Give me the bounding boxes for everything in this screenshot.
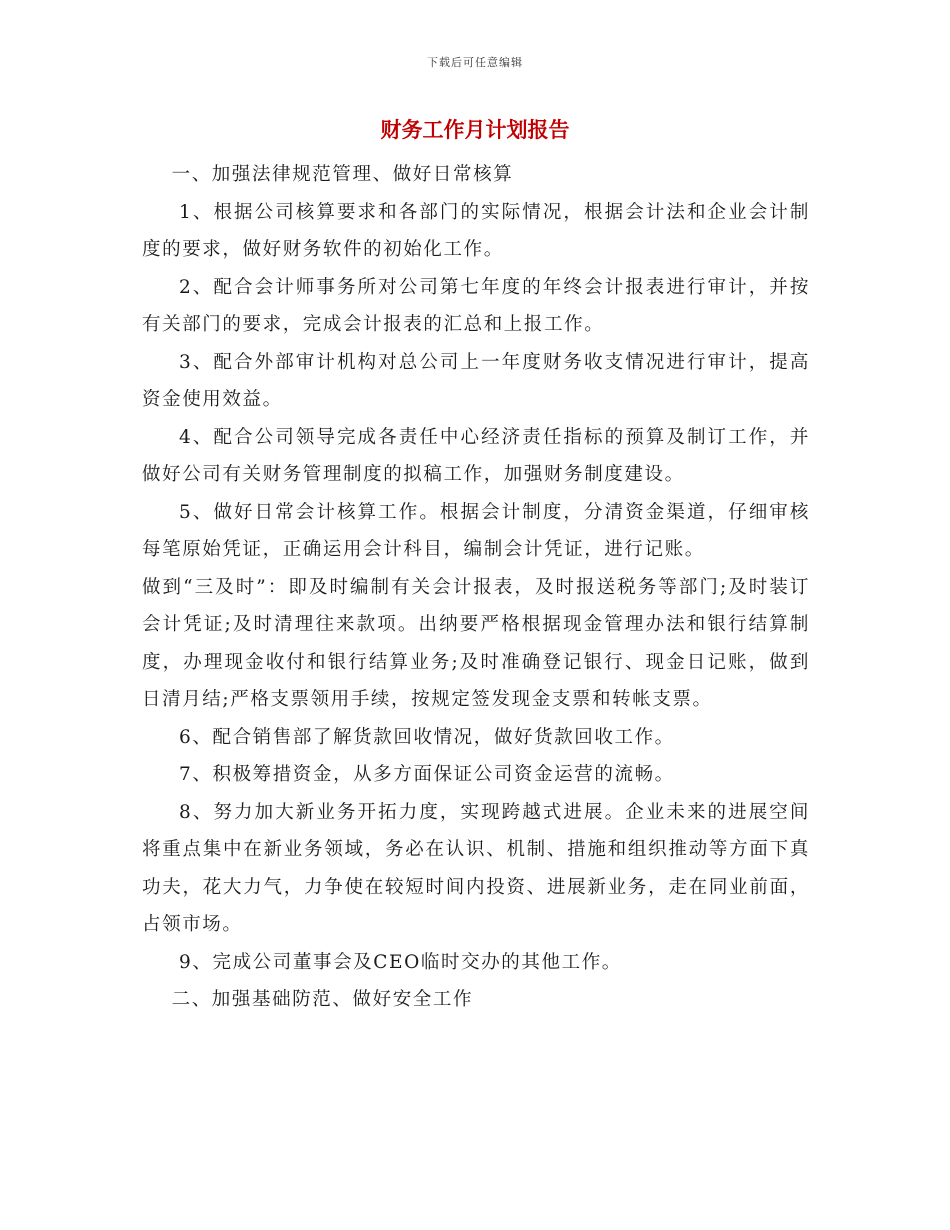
document-title: 财务工作月计划报告 — [380, 118, 570, 142]
paragraph-item: 2、配合会计师事务所对公司第七年度的年终会计报表进行审计，并按有关部门的要求，完成会计报表的汇总和上报工作。 — [142, 276, 810, 335]
section-heading: 二、加强基础防范、做好安全工作 — [171, 989, 474, 1010]
section-heading: 一、加强法律规范管理、做好日常核算 — [171, 164, 514, 185]
paragraph-item — [142, 494, 810, 719]
paragraph-item: 1、根据公司核算要求和各部门的实际情况，根据会计法和企业会计制度的要求，做好财务软件的初始化工作。 — [142, 201, 810, 260]
paragraph-item: 3、配合外部审计机构对总公司上一年度财务收支情况进行审计，提高资金使用效益。 — [142, 351, 810, 410]
paragraph-item: 8、努力加大新业务开拓力度，实现跨越式进展。企业未来的进展空间将重点集中在新业务领域，务必在认识、机制、措施和组织推动等方面下真功夫，花大力气，力争使在较短时间内投资、进展新业务，走在同业前面，占领市场。 — [142, 801, 810, 935]
document-body — [142, 156, 810, 1019]
header-note: 下载后可任意编辑 — [427, 56, 523, 69]
paragraph-item-text: 5、做好日常会计核算工作。根据会计制度，分清资金渠道，仔细审核每笔原始凭证，正确运用会计科目，编制会计凭证，进行记账。 — [142, 501, 810, 560]
paragraph-item: 6、配合销售部了解货款回收情况，做好货款回收工作。 — [179, 726, 675, 748]
paragraph-item: 9、完成公司董事会及CEO临时交办的其他工作。 — [179, 951, 622, 973]
paragraph-item: 7、积极筹措资金，从多方面保证公司资金运营的流畅。 — [179, 764, 675, 785]
paragraph-item: 4、配合公司领导完成各责任中心经济责任指标的预算及制订工作，并做好公司有关财务管理制度的拟稿工作，加强财务制度建设。 — [142, 426, 810, 485]
paragraph-continuation: 做到“三及时”：即及时编制有关会计报表，及时报送税务等部门;及时装订会计凭证;及时清理往来款项。出纳要严格根据现金管理办法和银行结算制度，办理现金收付和银行结算业务;及时准确登记银行、现金日记账，做到日清月结;严格支票领用手续，按规定签发现金支票和转帐支票。 — [142, 576, 810, 710]
